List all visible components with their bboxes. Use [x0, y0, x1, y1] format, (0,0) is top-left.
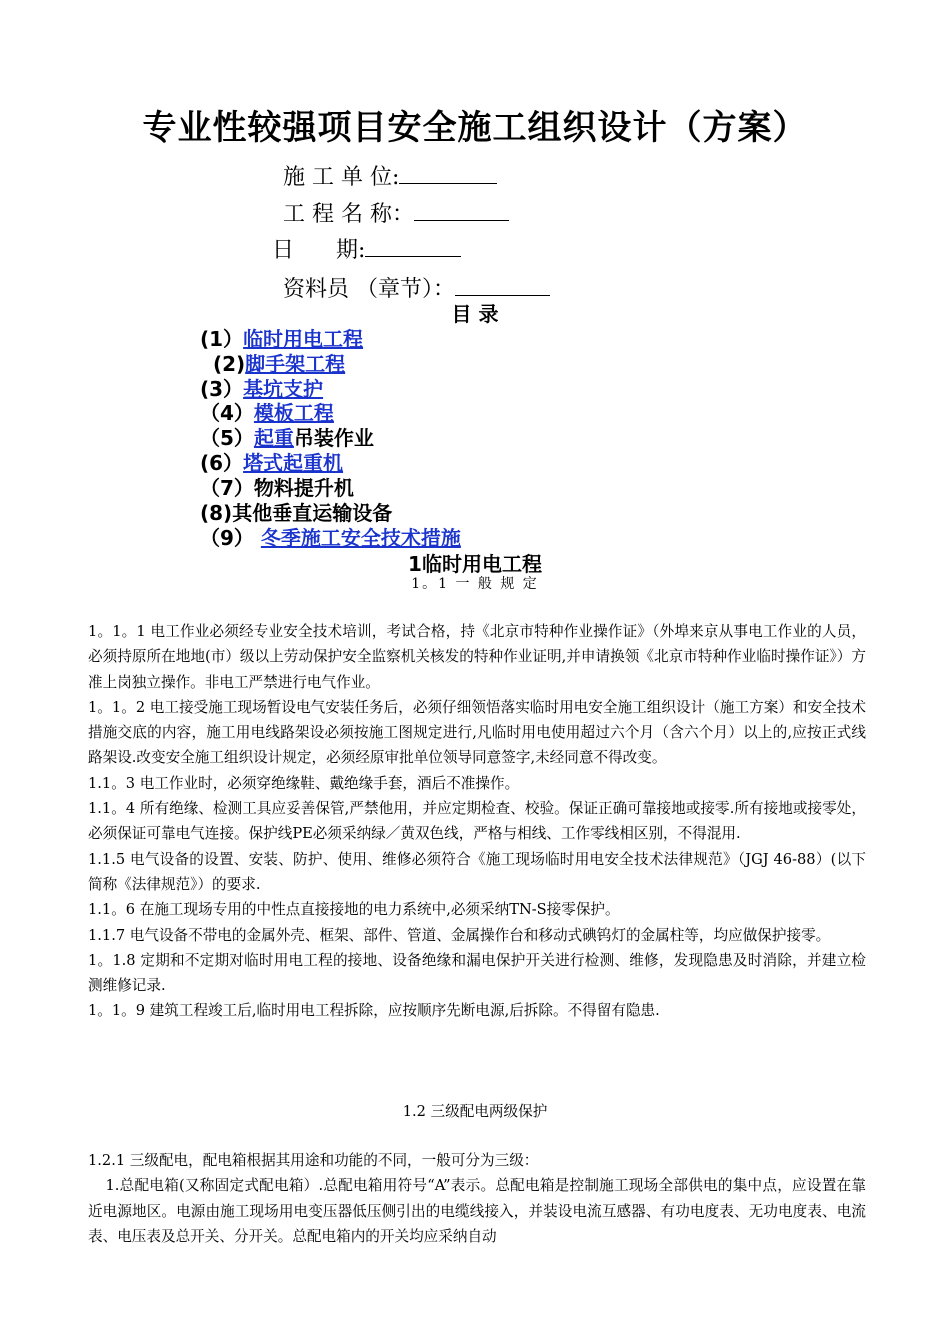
construction-unit-label: 施 工 单 位: [283, 165, 400, 190]
paragraph: 1.总配电箱(又称固定式配电箱）.总配电箱用符号“A”表示。总配电箱是控制施工现场全部供电的集中点，应设置在靠近电源地区。电源由施工现场用电变压器低压侧引出的电缆线接入，并装设电流互感器、有功电度表、无功电度表、电流表、电压表及总开关、分开关。总配电箱内的开关均应采纳自动 [88, 1177, 866, 1245]
paragraph: 1。1。1 电工作业必须经专业安全技术培训，考试合格，持《北京市特种作业操作证》（外埠来京从事电工作业的人员，必须持原所在地地(市）级以上劳动保护安全监察机关核发的特种作业证明,并申请换领《北京市特种作业临时操作证》）方准上岗独立操作。非电工严禁进行电气作业。 [88, 623, 866, 691]
document-title: 专业性较强项目安全施工组织设计（方案） [142, 108, 808, 148]
paragraph: 1.1.5 电气设备的设置、安装、防护、使用、维修必须符合《施工现场临时用电安全技术法律规范》（JGJ 46-88）(以下简称《法律规范》）的要求. [88, 850, 866, 893]
toc-item-number: (3） [200, 377, 244, 401]
toc-item-text: （7）物料提升机 [200, 476, 354, 500]
toc-item-link[interactable]: 基坑支护 [243, 377, 324, 401]
project-name-field[interactable] [414, 200, 509, 221]
section-body [88, 1148, 866, 1249]
toc-item-number: （9） [200, 526, 261, 550]
paragraph: 1。1。9 建筑工程竣工后,临时用电工程拆除，应按顺序先断电源,后拆除。不得留有隐患. [88, 1002, 660, 1020]
paragraph: 1.1.7 电气设备不带电的金属外壳、框架、部件、管道、金属操作台和移动式碘钨灯的金属柱等，均应做保护接零。 [88, 926, 831, 944]
toc-item-rest: 吊装作业 [293, 426, 374, 450]
date-line [272, 233, 461, 264]
toc-item-link[interactable]: 脚手架工程 [245, 352, 346, 376]
section-body [88, 619, 866, 1024]
toc-item-link[interactable]: 起重 [253, 426, 294, 450]
toc-item-link[interactable]: 塔式起重机 [243, 451, 344, 475]
clerk-field[interactable] [455, 275, 550, 296]
toc-item-link[interactable]: 模板工程 [253, 401, 334, 425]
toc-item-number: (2) [206, 352, 246, 376]
paragraph: 1。1。2 电工接受施工现场暂设电气安装任务后，必须仔细领悟落实临时用电安全施工组织设计（施工方案）和安全技术措施交底的内容，施工用电线路架设必须按施工图规定进行,凡临时用电使用超过六个月（含六个月）以上的,应按正式线路架设.改变安全施工组织设计规定，必须经原审批单位领导同意签字,未经同意不得改变。 [88, 698, 866, 767]
toc-item[interactable] [200, 522, 461, 551]
toc-item-number: （4） [200, 401, 254, 425]
toc-item-number: (6） [200, 451, 244, 475]
toc-heading: 目 录 [451, 302, 499, 326]
clerk-label: 资料员 （章节）： [283, 277, 455, 302]
toc-item-text: (8)其他垂直运输设备 [200, 501, 393, 525]
toc-item-number: （5） [200, 426, 254, 450]
project-name-line [283, 197, 509, 228]
paragraph: 1。1.8 定期和不定期对临时用电工程的接地、设备绝缘和漏电保护开关进行检测、维修，发现隐患及时消除，并建立检测维修记录. [88, 951, 866, 995]
construction-unit-field[interactable] [399, 163, 497, 184]
section-title: 1临时用电工程 [408, 552, 542, 576]
toc-item-number: (1） [200, 327, 244, 351]
paragraph: 1.1。6 在施工现场专用的中性点直接接地的电力系统中,必须采纳TN-S接零保护。 [88, 901, 620, 919]
toc-item-link[interactable]: 临时用电工程 [243, 327, 364, 351]
date-field[interactable] [365, 236, 461, 257]
paragraph: 1.2.1 三级配电，配电箱根据其用途和功能的不同，一般可分为三级： [88, 1152, 539, 1169]
paragraph: 1.1。3 电工作业时，必须穿绝缘鞋、戴绝缘手套，酒后不准操作。 [88, 774, 520, 792]
subsection-title: 1.2 三级配电两级保护 [402, 1103, 548, 1120]
date-label: 日 期: [272, 238, 366, 263]
subsection-title: 1。1 一 般 规 定 [411, 576, 539, 592]
project-name-label: 工 程 名 称： [283, 202, 414, 227]
construction-unit-line [283, 160, 497, 191]
toc-item-link[interactable]: 冬季施工安全技术措施 [260, 526, 461, 550]
paragraph: 1.1。4 所有绝缘、检测工具应妥善保管,严禁他用，并应定期检查、校验。保证正确可靠接地或接零.所有接地或接零处，必须保证可靠电气连接。保护线PE必须采纳绿／黄双色线，严格与相线、工作零线相区别，不得混用. [88, 800, 866, 843]
